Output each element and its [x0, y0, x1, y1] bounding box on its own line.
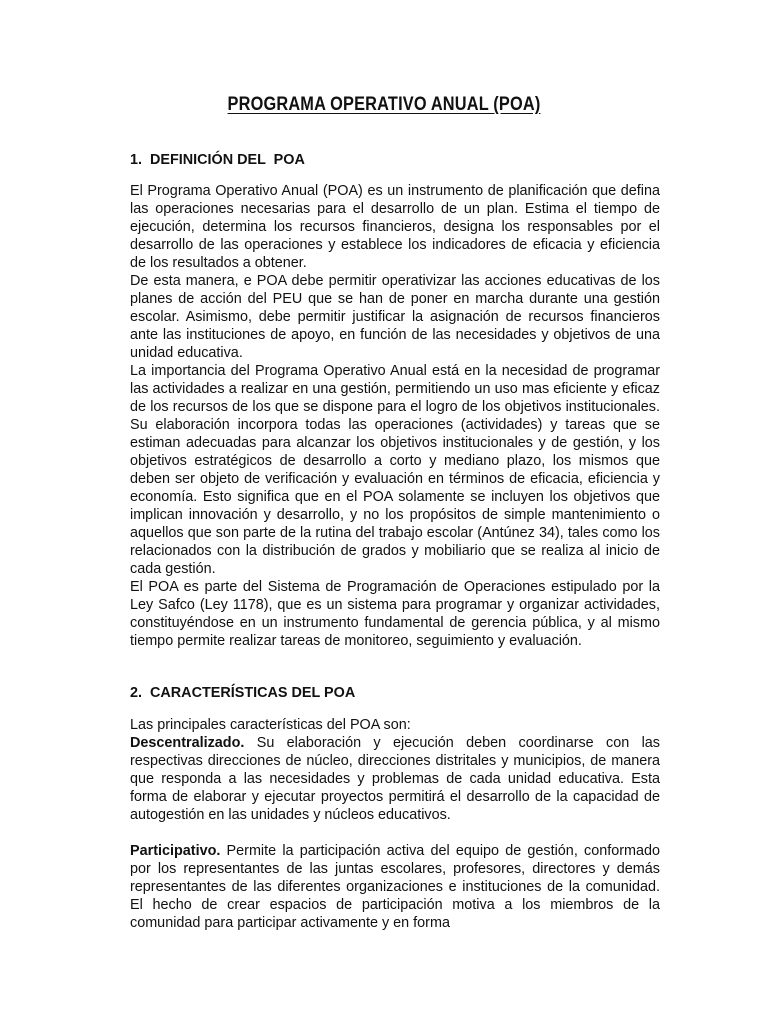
characteristic-term: Descentralizado. [130, 735, 245, 751]
paragraph: El POA es parte del Sistema de Programación de Operaciones estipulado por la Ley Safco (Ley 1178), que es un sistema para programar y organizar actividades, constituyéndose en un instrumento fundamental de gerencia pública, y al mismo tiempo permite realizar tareas de monitoreo, seguimiento y evaluación. [130, 579, 660, 649]
paragraph-intro: Las principales características del POA son: [130, 717, 411, 733]
characteristic-item [130, 734, 660, 824]
paragraph-gap [130, 824, 660, 842]
characteristic-text: Su elaboración y ejecución deben coordinarse con las respectivas direcciones de núcleo, direcciones distritales y municipios, de manera que responda a las necesidades y problemas de cada unidad educativa. Esta forma de elaborar y ejecutar proyectos permitirá el desarrollo de la capacidad de autogestión en las unidades y núcleos educativos. [130, 735, 660, 823]
paragraph: De esta manera, e POA debe permitir operativizar las acciones educativas de los planes de acción del PEU que se han de poner en marcha durante una gestión escolar. Asimismo, debe permitir justificar la asignación de recursos financieros ante las instituciones de apoyo, en función de las necesidades y objetivos de una unidad educativa. [130, 273, 660, 361]
section-heading-definicion: 1. DEFINICIÓN DEL POA [130, 152, 305, 168]
paragraph: La importancia del Programa Operativo Anual está en la necesidad de programar las actividades a realizar en una gestión, permitiendo un uso mas eficiente y eficaz de los recursos de los que se dispone para el logro de los objetivos institucionales. Su elaboración incorpora todas las operaciones (actividades) y tareas que se estiman adecuadas para alcanzar los objetivos institucionales y de gestión, y los objetivos estratégicos de desarrollo a corto y mediano plazo, los mismos que deben ser objeto de verificación y evaluación en términos de eficacia, eficiencia y economía. Esto significa que en el POA solamente se incluyen los objetivos que implican innovación y desarrollo, y no los propósitos de simple mantenimiento o aquellos que son parte de la rutina del trabajo escolar (Antúnez 34), tales como los relacionados con la distribución de grados y mobiliario que se realiza al inicio de cada gestión. [130, 363, 660, 577]
characteristic-text: Permite la participación activa del equipo de gestión, conformado por los representantes de las juntas escolares, profesores, directores y demás representantes de las diferentes organizaciones e instituciones de la comunidad. El hecho de crear espacios de participación motiva a los miembros de la comunidad para participar activamente y en forma [130, 843, 660, 931]
document-title: PROGRAMA OPERATIVO ANUAL (POA) [227, 94, 541, 115]
characteristic-item [130, 842, 660, 932]
section-body-definicion [130, 182, 660, 650]
paragraph: El Programa Operativo Anual (POA) es un instrumento de planificación que defina las operaciones necesarias para el desarrollo de un plan. Estima el tiempo de ejecución, determina los recursos financieros, designa los responsables por el desarrollo de las operaciones y establece los indicadores de eficacia y eficiencia de los resultados a obtener. [130, 183, 660, 271]
characteristic-term: Participativo. [130, 843, 221, 859]
section-body-caracteristicas [130, 716, 660, 932]
section-heading-caracteristicas: 2. CARACTERÍSTICAS DEL POA [130, 685, 356, 701]
